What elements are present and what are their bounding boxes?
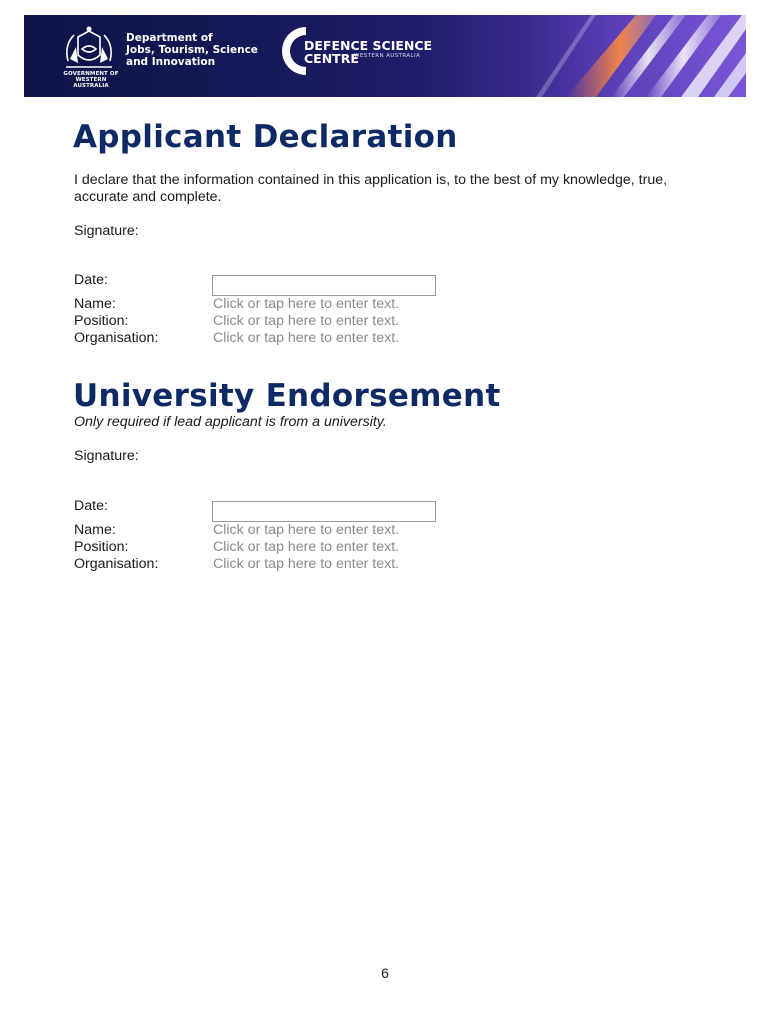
- applicant-declaration-heading: Applicant Declaration: [73, 119, 458, 155]
- applicant-date-label: Date:: [74, 272, 108, 288]
- university-name-label: Name:: [74, 522, 116, 538]
- dsc-subtitle: WESTERN AUSTRALIA: [354, 53, 421, 59]
- government-of-wa-label: GOVERNMENT OF WESTERN AUSTRALIA: [63, 71, 119, 89]
- university-organisation-label: Organisation:: [74, 556, 159, 572]
- declaration-text: I declare that the information contained in this application is, to the best of my knowledge, true, accurate and complete.: [74, 172, 668, 205]
- header-banner: [24, 15, 746, 97]
- university-note: Only required if lead applicant is from a university.: [74, 414, 387, 430]
- dsc-logo-text: [304, 39, 432, 65]
- dsc-line2: CENTRE: [304, 51, 359, 66]
- university-date-field[interactable]: [212, 501, 436, 522]
- page-number: 6: [381, 965, 389, 981]
- university-date-label: Date:: [74, 498, 108, 514]
- applicant-position-field[interactable]: Click or tap here to enter text.: [213, 313, 400, 329]
- university-signature-label: Signature:: [74, 448, 139, 464]
- department-name: Department of Jobs, Tourism, Science and Innovation: [126, 32, 258, 68]
- university-organisation-field[interactable]: Click or tap here to enter text.: [213, 556, 400, 572]
- applicant-date-field[interactable]: [212, 275, 436, 296]
- university-position-label: Position:: [74, 539, 129, 555]
- applicant-position-label: Position:: [74, 313, 129, 329]
- university-endorsement-heading: University Endorsement: [73, 378, 501, 414]
- applicant-organisation-field[interactable]: Click or tap here to enter text.: [213, 330, 400, 346]
- university-name-field[interactable]: Click or tap here to enter text.: [213, 522, 400, 538]
- applicant-signature-label: Signature:: [74, 223, 139, 239]
- applicant-name-label: Name:: [74, 296, 116, 312]
- dsc-line1: DEFENCE SCIENCE: [304, 38, 433, 53]
- applicant-name-field[interactable]: Click or tap here to enter text.: [213, 296, 400, 312]
- university-position-field[interactable]: Click or tap here to enter text.: [213, 539, 400, 555]
- applicant-organisation-label: Organisation:: [74, 330, 159, 346]
- banner-stripes-graphic: [446, 15, 746, 97]
